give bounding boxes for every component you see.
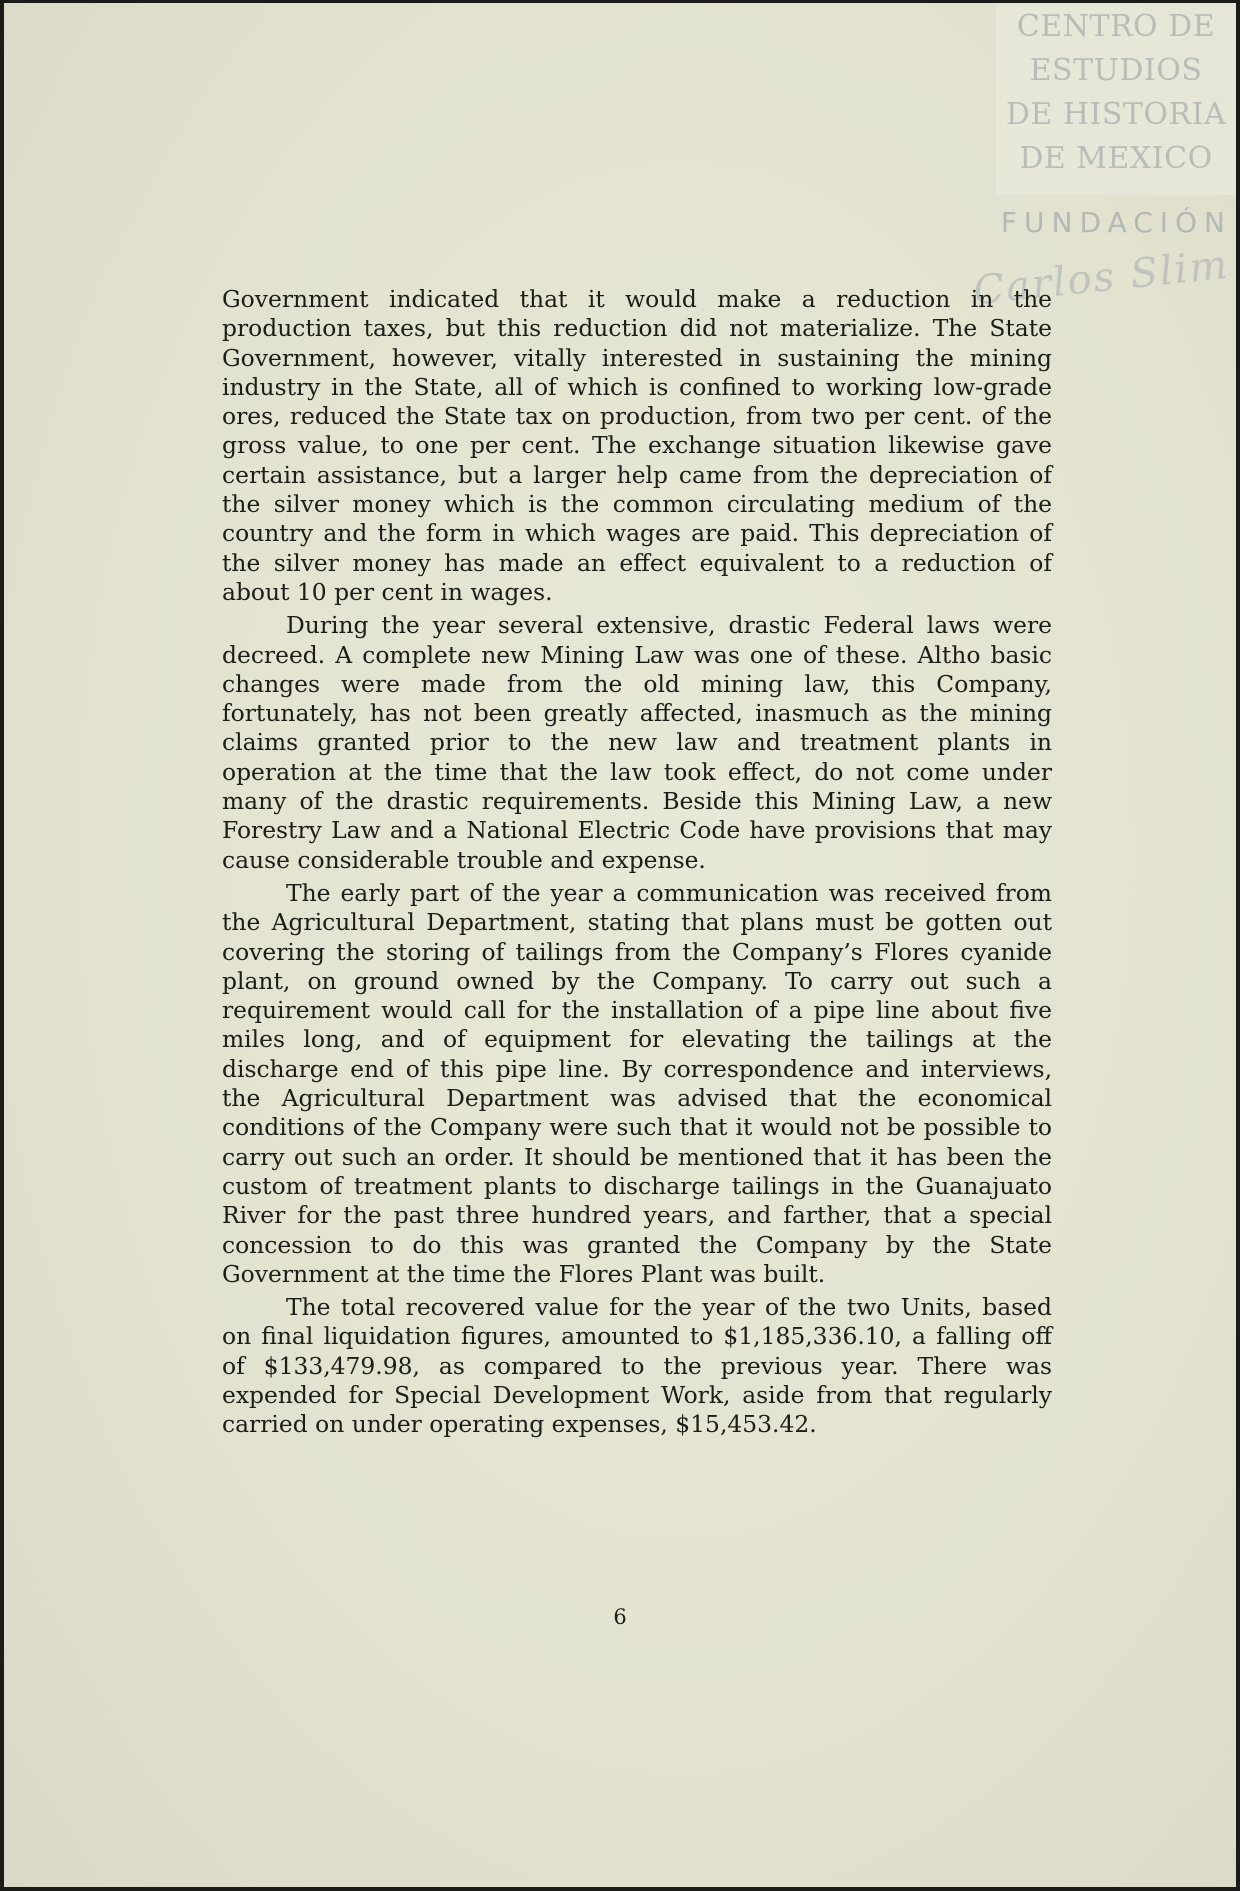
watermark-signature: Carlos Slim xyxy=(971,241,1232,315)
paragraph: During the year several extensive, drastic Federal laws were decreed. A complete new Mining Law was one of these. Altho basic changes were made from the old mining law, this Company, fortunately, has not been greatly affected, inasmuch as the mining claims granted prior to the new law and treatment plants in operation at the time that the law took effect, do not come under many of the drastic requirements. Beside this Mining Law, a new Forestry Law and a National Electric Code have provisions that may cause considerable trouble and expense. xyxy=(222,611,1052,874)
watermark-line: DE MEXICO xyxy=(1019,141,1213,176)
watermark-fundacion: FUNDACIÓN xyxy=(1000,206,1232,239)
page-number: 6 xyxy=(613,1605,627,1629)
watermark-line: DE HISTORIA xyxy=(1005,97,1227,132)
paragraph: The total recovered value for the year of the two Units, based on final liquidation figures, amounted to $1,185,336.10, a falling off of $133,479.98, as compared to the previous year. There was expended for Special Development Work, aside from that regularly carried on under operating expenses, $15,453.42. xyxy=(222,1293,1052,1439)
paragraph: The early part of the year a communication was received from the Agricultural Department, stating that plans must be gotten out covering the storing of tailings from the Company’s Flores cyanide plant, on ground owned by the Company. To carry out such a requirement would call for the installation of a pipe line about five miles long, and of equipment for elevating the tailings at the discharge end of this pipe line. By correspondence and interviews, the Agricultural Department was advised that the economical conditions of the Company were such that it would not be possible to carry out such an order. It should be mentioned that it has been the custom of treatment plants to discharge tailings in the Guanajuato River for the past three hundred years, and farther, that a special concession to do this was granted the Company by the State Government at the time the Flores Plant was built. xyxy=(222,878,1052,1288)
body-text xyxy=(222,285,1052,1444)
archive-watermark xyxy=(996,3,1236,195)
watermark-line: ESTUDIOS xyxy=(1029,53,1203,88)
paragraph: Government indicated that it would make a reduction in the production taxes, but this reduction did not materialize. The State Government, however, vitally interested in sustaining the mining industry in the State, all of which is confined to working low-grade ores, reduced the State tax on production, from two per cent. of the gross value, to one per cent. The exchange situation likewise gave certain assistance, but a larger help came from the depreciation of the silver money which is the common circulating medium of the country and the form in which wages are paid. This depreciation of the silver money has made an effect equivalent to a reduction of about 10 per cent in wages. xyxy=(222,285,1052,606)
watermark-line: CENTRO DE xyxy=(1016,9,1216,44)
